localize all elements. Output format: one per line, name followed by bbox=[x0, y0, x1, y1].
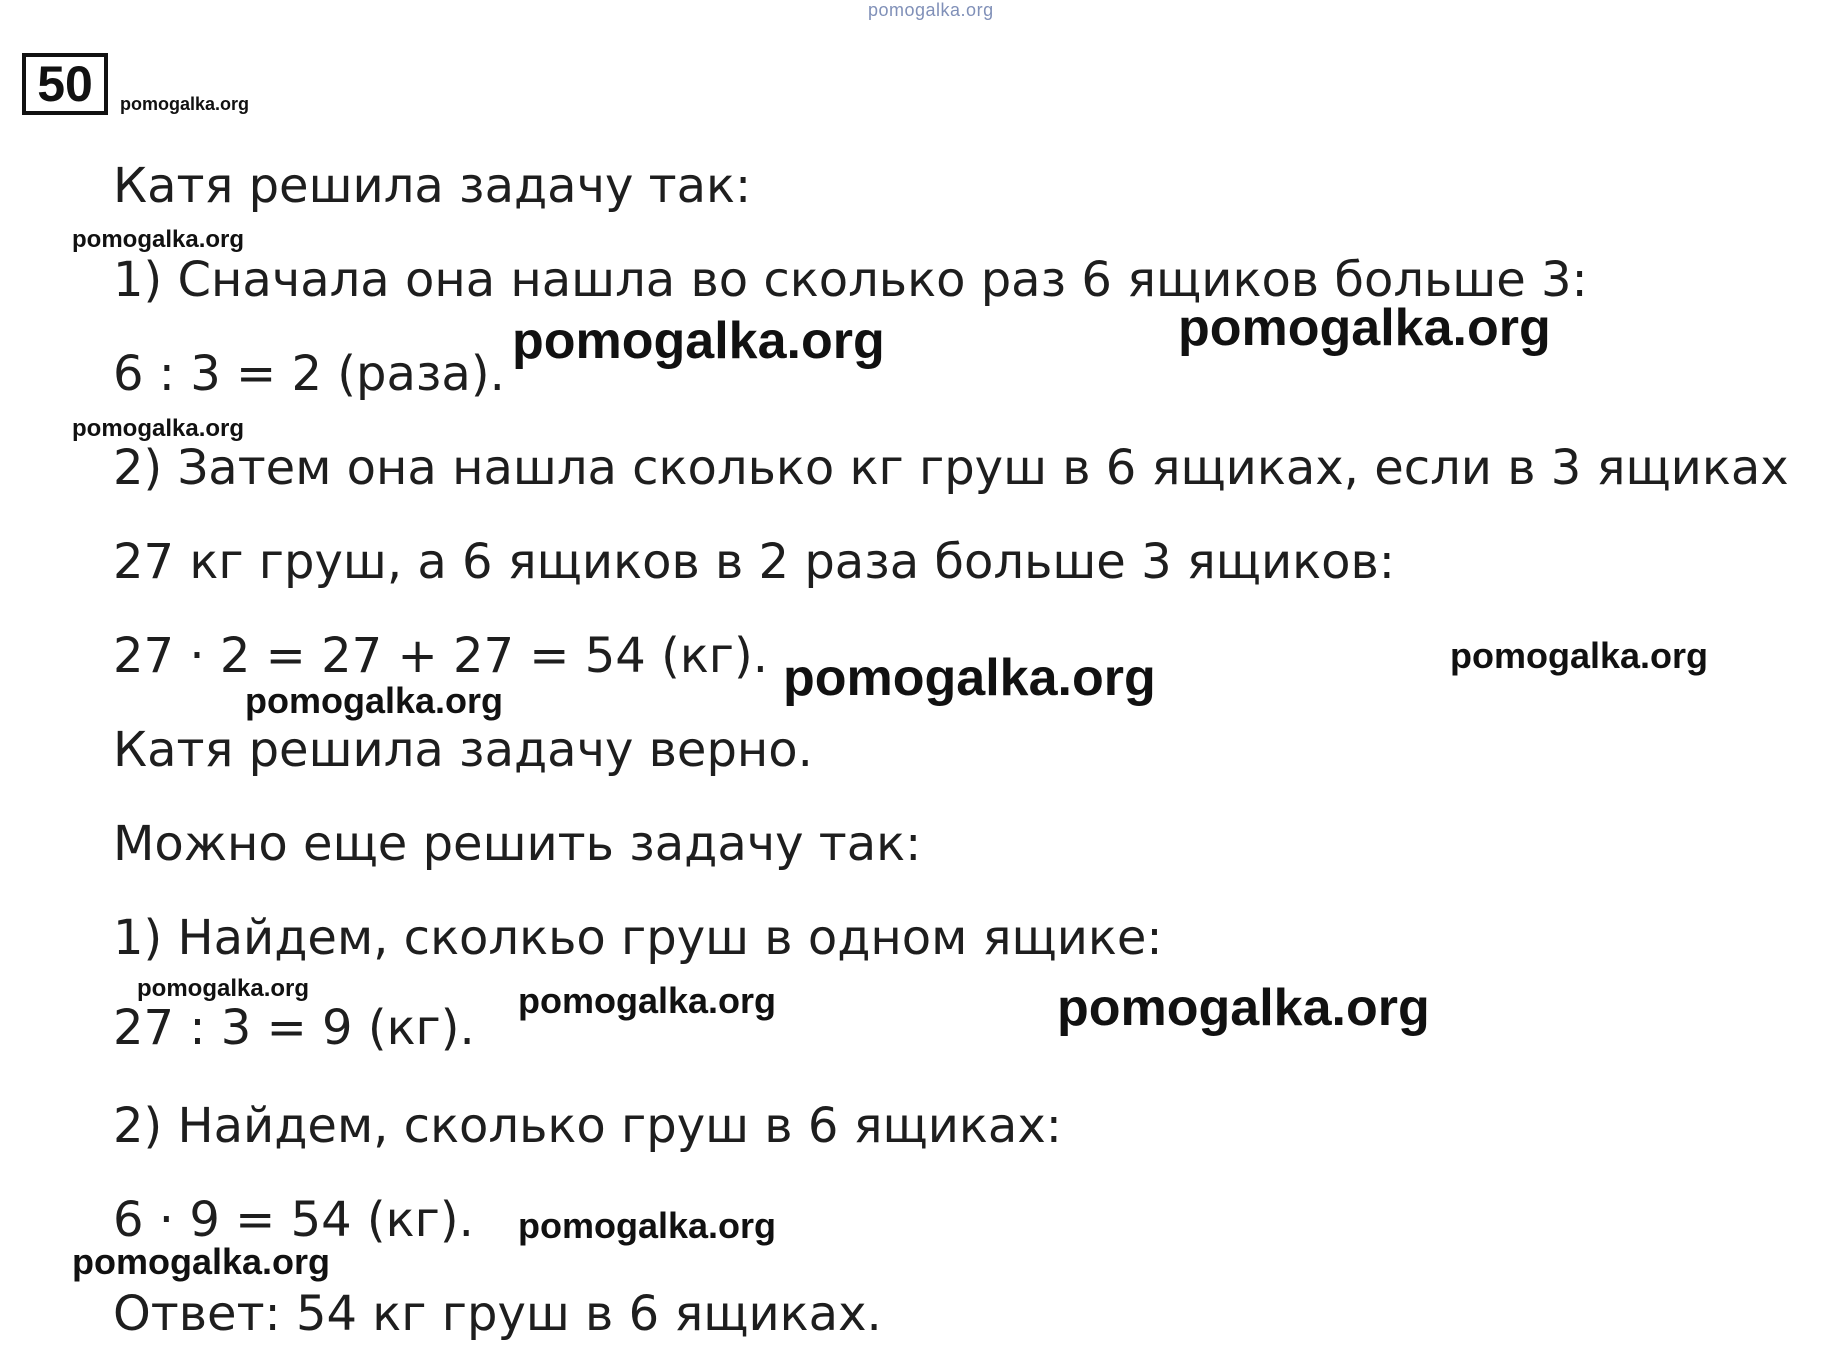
solution-line: 1) Сначала она нашла во сколько раз 6 ящиков больше 3: bbox=[113, 252, 1588, 308]
task-number-box bbox=[22, 53, 108, 115]
site-header-text: pomogalka.org bbox=[868, 0, 994, 20]
solution-line: 6 : 3 = 2 (раза). bbox=[113, 346, 505, 402]
watermark: pomogalka.org bbox=[1450, 635, 1709, 676]
task-number: 50 bbox=[37, 56, 93, 112]
watermark: pomogalka.org bbox=[72, 1241, 331, 1282]
solution-line: Катя решила задачу так: bbox=[113, 158, 752, 214]
solution-line: 6 · 9 = 54 (кг). bbox=[113, 1192, 474, 1248]
solution-line: Ответ: 54 кг груш в 6 ящиках. bbox=[113, 1286, 882, 1342]
watermark: pomogalka.org bbox=[1178, 299, 1551, 357]
watermark: pomogalka.org bbox=[120, 94, 250, 114]
solution-line: Катя решила задачу верно. bbox=[113, 722, 813, 778]
watermark: pomogalka.org bbox=[512, 312, 885, 370]
watermark: pomogalka.org bbox=[783, 649, 1156, 707]
solution-line: 2) Затем она нашла сколько кг груш в 6 ящиках, если в 3 ящиках bbox=[113, 440, 1789, 496]
solution-line: Можно еще решить задачу так: bbox=[113, 816, 922, 872]
solution-line: 2) Найдем, сколько груш в 6 ящиках: bbox=[113, 1098, 1062, 1154]
watermark: pomogalka.org bbox=[137, 975, 310, 1002]
solution-line: 27 · 2 = 27 + 27 = 54 (кг). bbox=[113, 628, 769, 684]
solution-line: 27 : 3 = 9 (кг). bbox=[113, 1000, 475, 1056]
watermark: pomogalka.org bbox=[72, 415, 245, 442]
watermark: pomogalka.org bbox=[245, 680, 504, 721]
watermark: pomogalka.org bbox=[1057, 979, 1430, 1037]
watermark: pomogalka.org bbox=[518, 1205, 777, 1246]
solution-line: 1) Найдем, сколкьо груш в одном ящике: bbox=[113, 910, 1163, 966]
solution-line: 27 кг груш, а 6 ящиков в 2 раза больше 3 ящиков: bbox=[113, 534, 1395, 590]
watermark: pomogalka.org bbox=[518, 980, 777, 1021]
watermark: pomogalka.org bbox=[72, 226, 245, 253]
